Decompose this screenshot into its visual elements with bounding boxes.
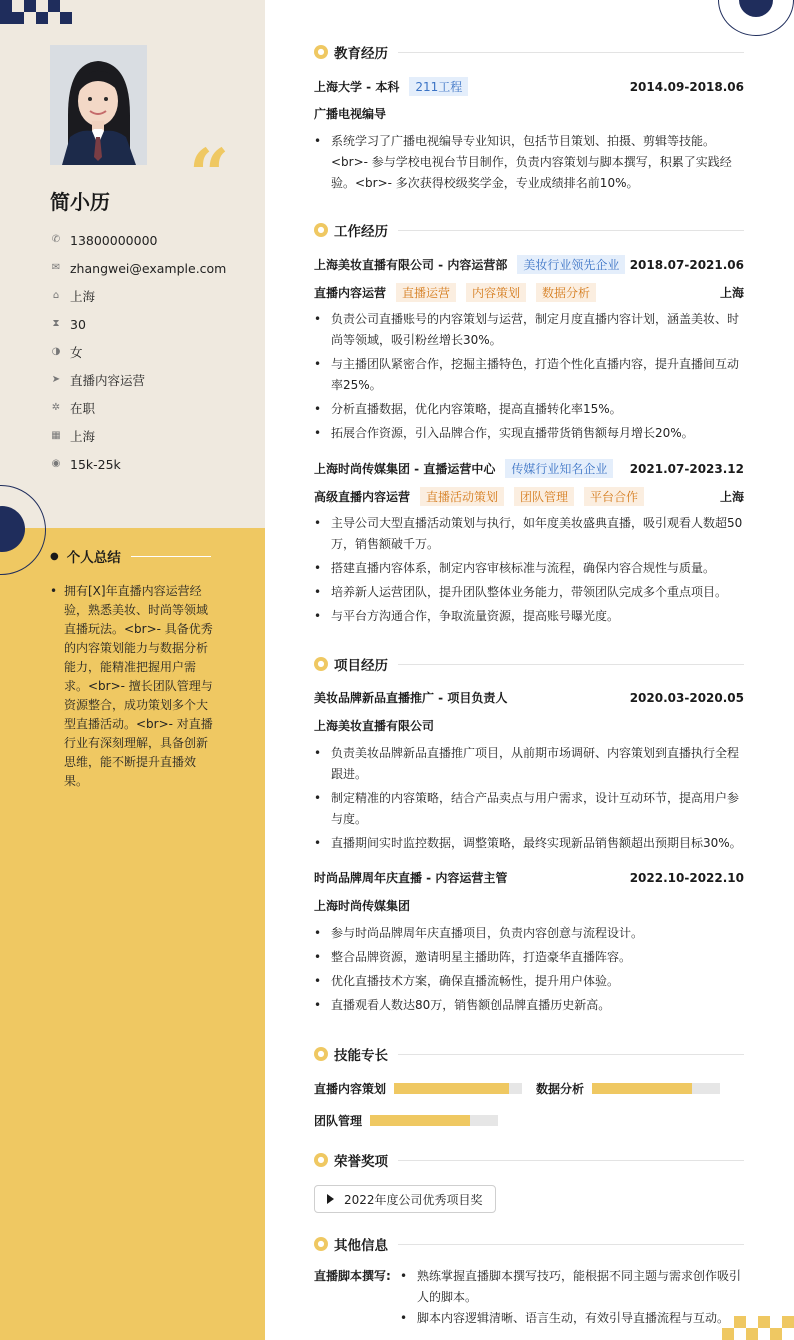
- list-item: • 负责公司直播账号的内容策划与运营，制定月度直播内容计划，涵盖美妆、时尚等领域，吸引粉丝增长30%。: [314, 309, 744, 351]
- project-1-header: 时尚品牌周年庆直播 - 内容运营主管 2022.10-2022.10: [314, 870, 744, 885]
- section-projects: ● 项目经历: [314, 654, 744, 674]
- list-item: • 培养新人运营团队，提升团队整体业务能力，带领团队完成多个重点项目。: [314, 582, 744, 603]
- list-item: • 负责美妆品牌新品直播推广项目，从前期市场调研、内容策划到直播执行全程跟进。: [314, 743, 744, 785]
- work-0-role: 直播内容运营 直播运营 内容策划 数据分析 上海: [314, 283, 744, 302]
- status-icon: ✲: [51, 402, 61, 413]
- other-info: 直播脚本撰写: • 熟练掌握直播脚本撰写技巧，能根据不同主题与需求创作吸引人的脚本。 • 脚本内容逻辑清晰、语言生动，有效引导直播流程与互动。: [314, 1266, 744, 1329]
- person-icon: ●: [50, 550, 59, 562]
- list-item: • 熟练掌握直播脚本撰写技巧，能根据不同主题与需求创作吸引人的脚本。: [400, 1266, 744, 1308]
- work-1-details: [314, 513, 744, 627]
- project-0-details: [314, 743, 744, 854]
- list-item: • 脚本内容逻辑清晰、语言生动，有效引导直播流程与互动。: [400, 1308, 744, 1329]
- mail-icon: ✉: [51, 262, 61, 273]
- skills-icon: ●: [314, 1047, 328, 1061]
- info-status: ✲ 在职: [51, 401, 96, 416]
- work-1-header: 上海时尚传媒集团 - 直播运营中心 传媒行业知名企业 2021.07-2023.12: [314, 459, 744, 478]
- section-awards: ● 荣誉奖项: [314, 1150, 744, 1170]
- info-salary: ◉ 15k-25k: [51, 456, 121, 472]
- project-1-details: [314, 923, 744, 1016]
- skill-bar-fill: [394, 1083, 509, 1094]
- project-0-header: 美妆品牌新品直播推广 - 项目负责人 2020.03-2020.05: [314, 690, 744, 705]
- education-major: 广播电视编导: [314, 107, 387, 121]
- education-tag: 211工程: [409, 77, 468, 96]
- skill-1: 数据分析: [536, 1080, 720, 1097]
- section-other: ● 其他信息: [314, 1234, 744, 1254]
- info-phone: ✆ 13800000000: [51, 232, 158, 248]
- section-work: ● 工作经历: [314, 220, 744, 240]
- skill-2: 团队管理: [314, 1112, 498, 1129]
- work-icon: ●: [314, 223, 328, 237]
- education-header: 上海大学 - 本科 211工程 2014.09-2018.06: [314, 77, 744, 96]
- checker-decoration-bottom: [722, 1316, 794, 1340]
- list-item: • 优化直播技术方案，确保直播流畅性，提升用户体验。: [314, 971, 744, 992]
- info-email: ✉ zhangwei@example.com: [51, 260, 227, 276]
- list-item: • 直播观看人数达80万，销售额创品牌直播历史新高。: [314, 995, 744, 1016]
- education-details: • 系统学习了广播电视编导专业知识，包括节目策划、拍摄、剪辑等技能。<br>- 参与学校电视台节目制作，负责内容策划与脚本撰写，积累了实践经验。<br>- 多次获得校级奖学金，专业成绩排名前10%。: [314, 131, 744, 194]
- project-0-company: 上海美妆直播有限公司: [314, 719, 435, 733]
- list-item: • 拓展合作资源，引入品牌合作，实现直播带货销售额每月增长20%。: [314, 423, 744, 444]
- other-details: [400, 1266, 744, 1329]
- sidebar: [0, 0, 265, 1340]
- quote-mark-icon: “: [189, 133, 230, 216]
- list-item: • 分析直播数据，优化内容策略，提高直播转化率15%。: [314, 399, 744, 420]
- work-0-header: 上海美妆直播有限公司 - 内容运营部 美妆行业领先企业 2018.07-2021.06: [314, 255, 744, 274]
- avatar: [50, 45, 147, 165]
- gender-icon: ◑: [51, 346, 61, 357]
- send-icon: ➤: [51, 374, 61, 385]
- skill-bar-fill: [592, 1083, 692, 1094]
- phone-icon: ✆: [51, 234, 61, 245]
- home-icon: ⌂: [52, 290, 60, 301]
- work-0-details: [314, 309, 744, 444]
- education-icon: ●: [314, 45, 328, 59]
- list-item: • 制定精准的内容策略，结合产品卖点与用户需求，设计互动环节，提高用户参与度。: [314, 788, 744, 830]
- candidate-name: 简小历: [50, 190, 110, 214]
- play-icon: [327, 1194, 334, 1204]
- list-item: • 整合品牌资源，邀请明星主播助阵，打造豪华直播阵容。: [314, 947, 744, 968]
- work-1-role: 高级直播内容运营 直播活动策划 团队管理 平台合作 上海: [314, 487, 744, 506]
- salary-icon: ◉: [51, 458, 61, 469]
- checker-decoration: [0, 0, 76, 24]
- list-item: • 搭建直播内容体系，制定内容审核标准与流程，确保内容合规性与质量。: [314, 558, 744, 579]
- info-gender: ◑ 女: [51, 345, 83, 360]
- skill-bar: [592, 1083, 720, 1094]
- list-item: • 与平台方沟通合作，争取流量资源，提高账号曝光度。: [314, 606, 744, 627]
- info-position: ➤ 直播内容运营: [51, 373, 146, 388]
- summary-heading: ● 个人总结: [50, 546, 211, 566]
- info-city: ▦ 上海: [51, 429, 96, 444]
- list-item: • 与主播团队紧密合作，挖掘主播特色，打造个性化直播内容，提升直播间互动率25%。: [314, 354, 744, 396]
- list-item: • 参与时尚品牌周年庆直播项目，负责内容创意与流程设计。: [314, 923, 744, 944]
- award-icon: ●: [314, 1153, 328, 1167]
- info-age: ⧗ 30: [50, 310, 226, 338]
- summary-divider: [131, 556, 211, 557]
- info-location: ⌂ 上海: [50, 282, 226, 310]
- list-item: • 直播期间实时监控数据，调整策略，最终实现新品销售额超出预期目标30%。: [314, 833, 744, 854]
- ring-decoration-top-right: [718, 0, 794, 36]
- skill-0: 直播内容策划: [314, 1080, 522, 1097]
- award-item[interactable]: 2022年度公司优秀项目奖: [314, 1185, 496, 1213]
- summary-text: • 拥有[X]年直播内容运营经验，熟悉美妆、时尚等领域直播玩法。<br>- 具备优秀的内容策划能力与数据分析能力，能精准把握用户需求。<br>- 擅长团队管理与资源整合，成功策划多个大型直播活动。<br>- 对直播行业有深刻理解，具备创新思维，能不断提升直播效果。: [50, 582, 218, 791]
- other-icon: ●: [314, 1237, 328, 1251]
- skill-bar-fill: [370, 1115, 470, 1126]
- contact-info-list: [50, 226, 226, 478]
- skill-bar: [370, 1115, 498, 1126]
- section-skills: ● 技能专长: [314, 1044, 744, 1064]
- section-education: ● 教育经历: [314, 42, 744, 62]
- skill-bar: [394, 1083, 522, 1094]
- building-icon: ▦: [51, 430, 61, 441]
- age-icon: ⧗: [52, 318, 60, 329]
- project-icon: ●: [314, 657, 328, 671]
- project-1-company: 上海时尚传媒集团: [314, 899, 411, 913]
- avatar-illustration: [50, 45, 147, 165]
- list-item: • 主导公司大型直播活动策划与执行，如年度美妆盛典直播，吸引观看人数超50万，销售额破千万。: [314, 513, 744, 555]
